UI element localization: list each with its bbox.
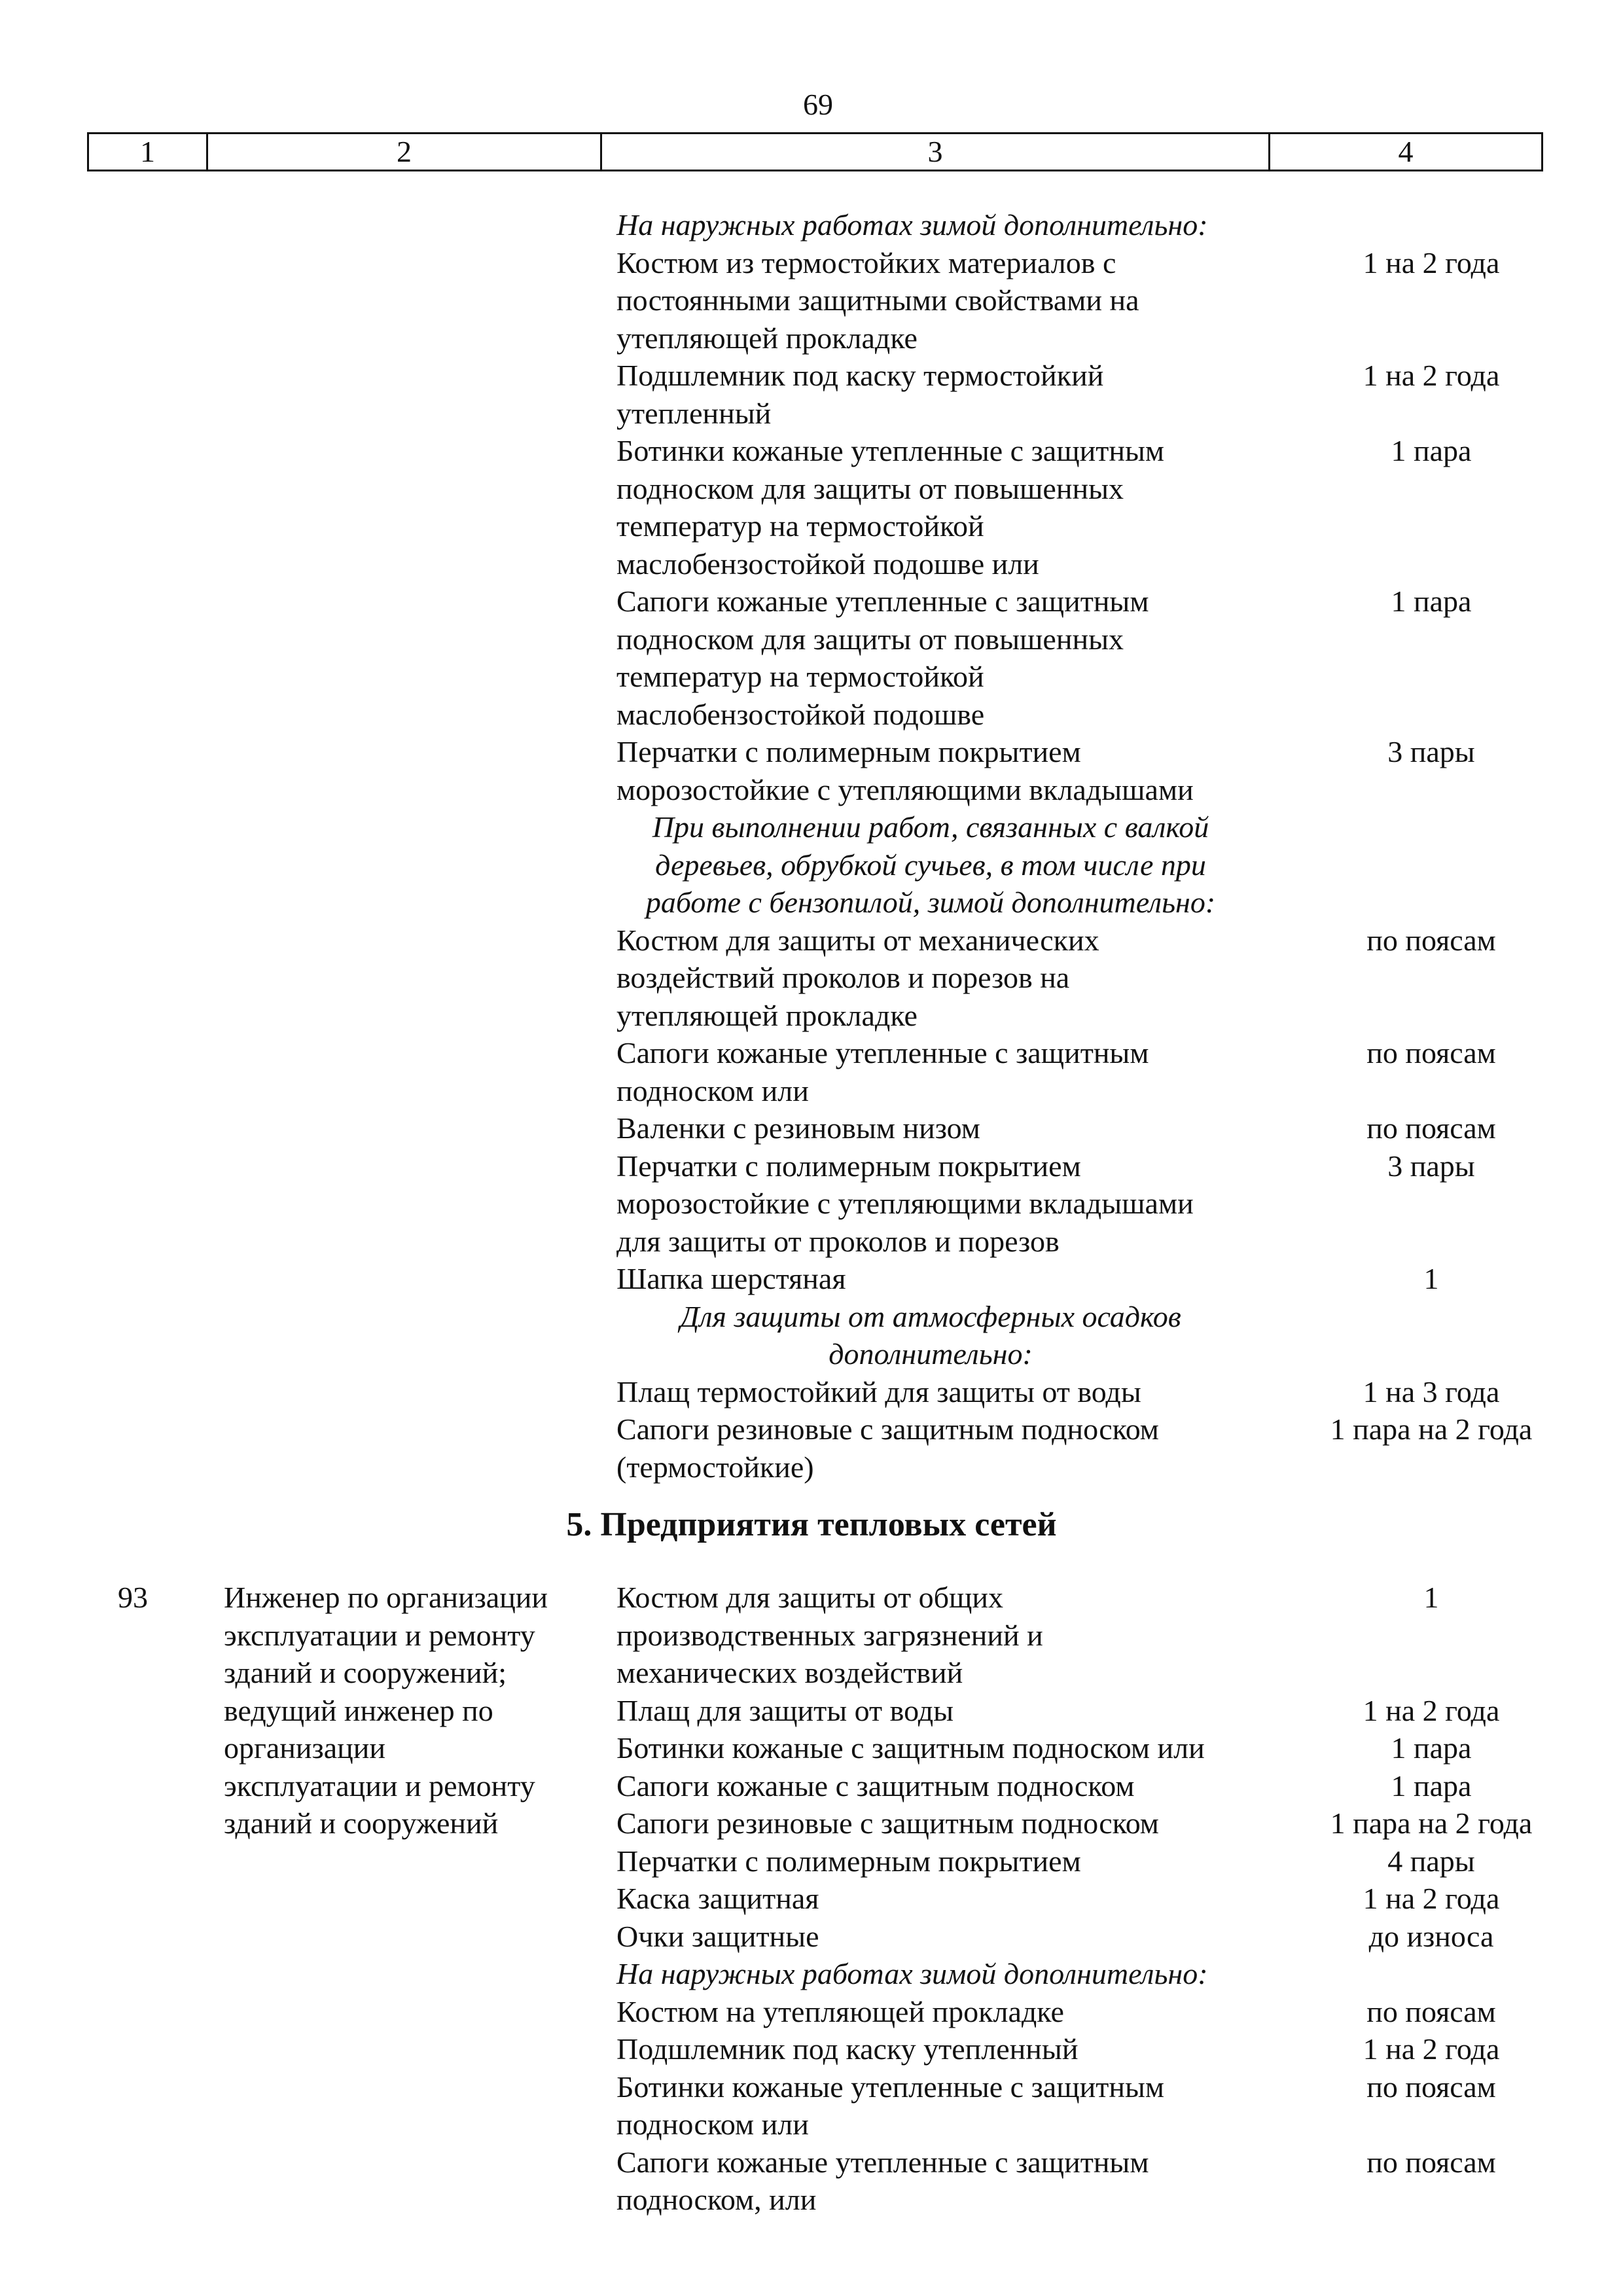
text-line: Костюм для защиты от механических <box>616 923 1099 957</box>
ppe-item-name <box>616 1260 1304 1298</box>
text-line: температур на термостойкой <box>616 660 984 693</box>
ppe-item-name <box>616 1579 1304 1692</box>
text-line: воздействий проколов и порезов на <box>616 961 1070 994</box>
ppe-item-name <box>616 1147 1304 1261</box>
ppe-item-name <box>616 357 1304 432</box>
text-line: Костюм из термостойких материалов с <box>616 245 1116 279</box>
ppe-subheading-text <box>616 1955 1304 1993</box>
ppe-subheading-text <box>616 1298 1245 1373</box>
text-line: утепленный <box>616 396 772 430</box>
ppe-issue-norm: 1 на 2 года <box>1363 1882 1500 1915</box>
text-line: производственных загрязнений и <box>616 1618 1043 1652</box>
ppe-item-name <box>616 733 1304 808</box>
ppe-issue-norm: по поясам <box>1366 1994 1496 2028</box>
ppe-item-name <box>616 1880 1304 1918</box>
ppe-item-name <box>616 244 1304 357</box>
text-line: Сапоги кожаные утепленные с защитным <box>616 584 1149 618</box>
ppe-subheading <box>616 206 1559 244</box>
ppe-issue-norm: по поясам <box>1366 1111 1496 1145</box>
text-line: подноском или <box>616 2108 809 2141</box>
ppe-row <box>616 1373 1559 1411</box>
text-line: Для защиты от атмосферных осадков <box>680 1299 1181 1333</box>
text-line: морозостойкие с утепляющими вкладышами <box>616 1187 1194 1220</box>
ppe-issue-norm: 1 на 2 года <box>1363 2032 1500 2066</box>
text-line: для защиты от проколов и порезов <box>616 1224 1060 1258</box>
text-line: На наружных работах зимой дополнительно: <box>616 1957 1208 1990</box>
text-line: подноском для защиты от повышенных <box>616 622 1124 656</box>
ppe-row <box>616 2144 1559 2219</box>
ppe-row <box>616 733 1559 808</box>
text-line: Инженер по организации <box>224 1581 548 1614</box>
ppe-item-name <box>616 1993 1304 2031</box>
ppe-issue-norm: по поясам <box>1366 2070 1496 2104</box>
column-header-3: 3 <box>602 134 1270 170</box>
ppe-issue-norm: по поясам <box>1366 1036 1496 1069</box>
text-line: Валенки с резиновым низом <box>616 1111 980 1145</box>
ppe-issue-norm: 1 пара <box>1391 1768 1472 1803</box>
text-line: зданий и сооружений; <box>224 1656 507 1689</box>
text-line: На наружных работах зимой дополнительно: <box>616 208 1208 242</box>
ppe-row <box>616 1260 1559 1298</box>
ppe-item-name <box>616 2030 1304 2068</box>
text-line: подноском или <box>616 1073 809 1107</box>
ppe-item-name <box>616 1410 1304 1486</box>
ppe-subheading-text <box>616 808 1245 922</box>
ppe-issue-norm: 4 пары <box>1387 1844 1475 1878</box>
ppe-row <box>616 1804 1559 1842</box>
ppe-row <box>616 2068 1559 2144</box>
text-line: ведущий инженер по <box>224 1693 493 1727</box>
ppe-list-entry-93 <box>616 1579 1559 2219</box>
ppe-row <box>616 1993 1559 2031</box>
ppe-item-name <box>616 1109 1304 1147</box>
text-line: Очки защитные <box>616 1919 819 1953</box>
column-header-1: 1 <box>89 134 208 170</box>
text-line: зданий и сооружений <box>224 1806 499 1840</box>
column-header-4: 4 <box>1398 135 1414 168</box>
text-line: деревьев, обрубкой сучьев, в том числе при <box>655 848 1206 882</box>
text-line: Сапоги резиновые с защитным подноском <box>616 1412 1159 1446</box>
text-line: Перчатки с полимерным покрытием <box>616 1149 1081 1183</box>
column-header-row <box>87 132 1543 171</box>
ppe-issue-norm: 1 на 3 года <box>1363 1374 1500 1408</box>
text-line: Костюм для защиты от общих <box>616 1581 1004 1614</box>
ppe-item-name <box>616 2144 1304 2219</box>
text-line: утепляющей прокладке <box>616 998 918 1032</box>
occupation-title <box>224 1579 603 1842</box>
ppe-item-name <box>616 583 1304 733</box>
text-line: Плащ для защиты от воды <box>616 1693 954 1727</box>
ppe-subheading <box>616 808 1559 922</box>
text-line: Ботинки кожаные утепленные с защитным <box>616 2070 1164 2104</box>
text-line: Сапоги резиновые с защитным подноском <box>616 1806 1159 1840</box>
entry-number: 93 <box>118 1581 148 1614</box>
ppe-issue-norm: 1 пара на 2 года <box>1330 1806 1533 1840</box>
ppe-item-name <box>616 1729 1304 1767</box>
text-line: морозостойкие с утепляющими вкладышами <box>616 772 1194 806</box>
ppe-row <box>616 1147 1559 1261</box>
ppe-issue-norm: по поясам <box>1366 2145 1496 2179</box>
ppe-row <box>616 1880 1559 1918</box>
ppe-issue-norm: 1 пара <box>1391 1731 1472 1765</box>
ppe-row <box>616 1109 1559 1147</box>
ppe-issue-norm: 1 на 2 года <box>1363 245 1500 279</box>
text-line: Перчатки с полимерным покрытием <box>616 735 1081 768</box>
text-line: маслобензостойкой подошве или <box>616 547 1039 581</box>
text-line: Каска защитная <box>616 1882 819 1915</box>
ppe-row <box>616 1767 1559 1805</box>
ppe-issue-norm: 3 пары <box>1387 1149 1475 1183</box>
text-line: эксплуатации и ремонту <box>224 1768 535 1803</box>
ppe-item-name <box>616 1842 1304 1880</box>
ppe-row <box>616 1579 1559 1692</box>
text-line: механических воздействий <box>616 1656 963 1689</box>
text-line: Сапоги кожаные с защитным подноском <box>616 1768 1135 1803</box>
section-title: 5. Предприятия тепловых сетей <box>566 1506 1057 1543</box>
ppe-issue-norm: по поясам <box>1366 923 1496 957</box>
ppe-row <box>616 432 1559 583</box>
text-line: Шапка шерстяная <box>616 1262 846 1295</box>
ppe-row <box>616 1918 1559 1956</box>
ppe-item-name <box>616 1034 1304 1109</box>
text-line: эксплуатации и ремонту <box>224 1618 535 1652</box>
ppe-row <box>616 1692 1559 1730</box>
text-line: Сапоги кожаные утепленные с защитным <box>616 1036 1149 1069</box>
ppe-item-name <box>616 1767 1304 1805</box>
ppe-row <box>616 1729 1559 1767</box>
text-line: утепляющей прокладке <box>616 321 918 355</box>
text-line: Сапоги кожаные утепленные с защитным <box>616 2145 1149 2179</box>
ppe-item-name <box>616 1692 1304 1730</box>
text-line: При выполнении работ, связанных с валкой <box>652 810 1209 844</box>
ppe-issue-norm: 1 <box>1423 1581 1439 1614</box>
ppe-row <box>616 244 1559 357</box>
ppe-item-name <box>616 1918 1304 1956</box>
text-line: (термостойкие) <box>616 1450 814 1484</box>
text-line: подноском, или <box>616 2183 817 2216</box>
ppe-item-name <box>616 922 1304 1035</box>
text-line: Плащ термостойкий для защиты от воды <box>616 1374 1141 1408</box>
text-line: Перчатки с полимерным покрытием <box>616 1844 1081 1878</box>
ppe-row <box>616 922 1559 1035</box>
column-header-2: 2 <box>208 134 602 170</box>
ppe-row <box>616 357 1559 432</box>
ppe-subheading <box>616 1955 1559 1993</box>
text-line: работе с бензопилой, зимой дополнительно: <box>645 886 1216 919</box>
ppe-item-name <box>616 432 1304 583</box>
ppe-issue-norm: 3 пары <box>1387 735 1475 768</box>
ppe-subheading-text <box>616 206 1304 244</box>
text-line: постоянными защитными свойствами на <box>616 283 1139 317</box>
ppe-row <box>616 583 1559 733</box>
ppe-issue-norm: 1 пара <box>1391 584 1472 618</box>
text-line: маслобензостойкой подошве <box>616 697 985 731</box>
ppe-issue-norm: 1 пара на 2 года <box>1330 1412 1533 1446</box>
ppe-issue-norm: до износа <box>1368 1919 1494 1953</box>
ppe-subheading <box>616 1298 1559 1373</box>
text-line: подноском для защиты от повышенных <box>616 471 1124 505</box>
text-line: Подшлемник под каску утепленный <box>616 2032 1079 2066</box>
ppe-row <box>616 1034 1559 1109</box>
page-number: 69 <box>803 88 833 121</box>
ppe-issue-norm: 1 на 2 года <box>1363 359 1500 392</box>
ppe-issue-norm: 1 пара <box>1391 434 1472 467</box>
ppe-item-name <box>616 2068 1304 2144</box>
text-line: дополнительно: <box>829 1337 1033 1371</box>
ppe-issue-norm: 1 на 2 года <box>1363 1693 1500 1727</box>
text-line: организации <box>224 1731 385 1765</box>
text-line: Ботинки кожаные утепленные с защитным <box>616 434 1164 467</box>
text-line: Подшлемник под каску термостойкий <box>616 359 1104 392</box>
ppe-item-name <box>616 1373 1304 1411</box>
text-line: Костюм на утепляющей прокладке <box>616 1994 1064 2028</box>
ppe-list-continued <box>616 206 1559 1486</box>
text-line: Ботинки кожаные с защитным подноском или <box>616 1731 1205 1765</box>
ppe-item-name <box>616 1804 1304 1842</box>
text-line: температур на термостойкой <box>616 509 984 543</box>
ppe-issue-norm: 1 <box>1423 1262 1439 1295</box>
ppe-row <box>616 1842 1559 1880</box>
ppe-row <box>616 2030 1559 2068</box>
ppe-row <box>616 1410 1559 1486</box>
